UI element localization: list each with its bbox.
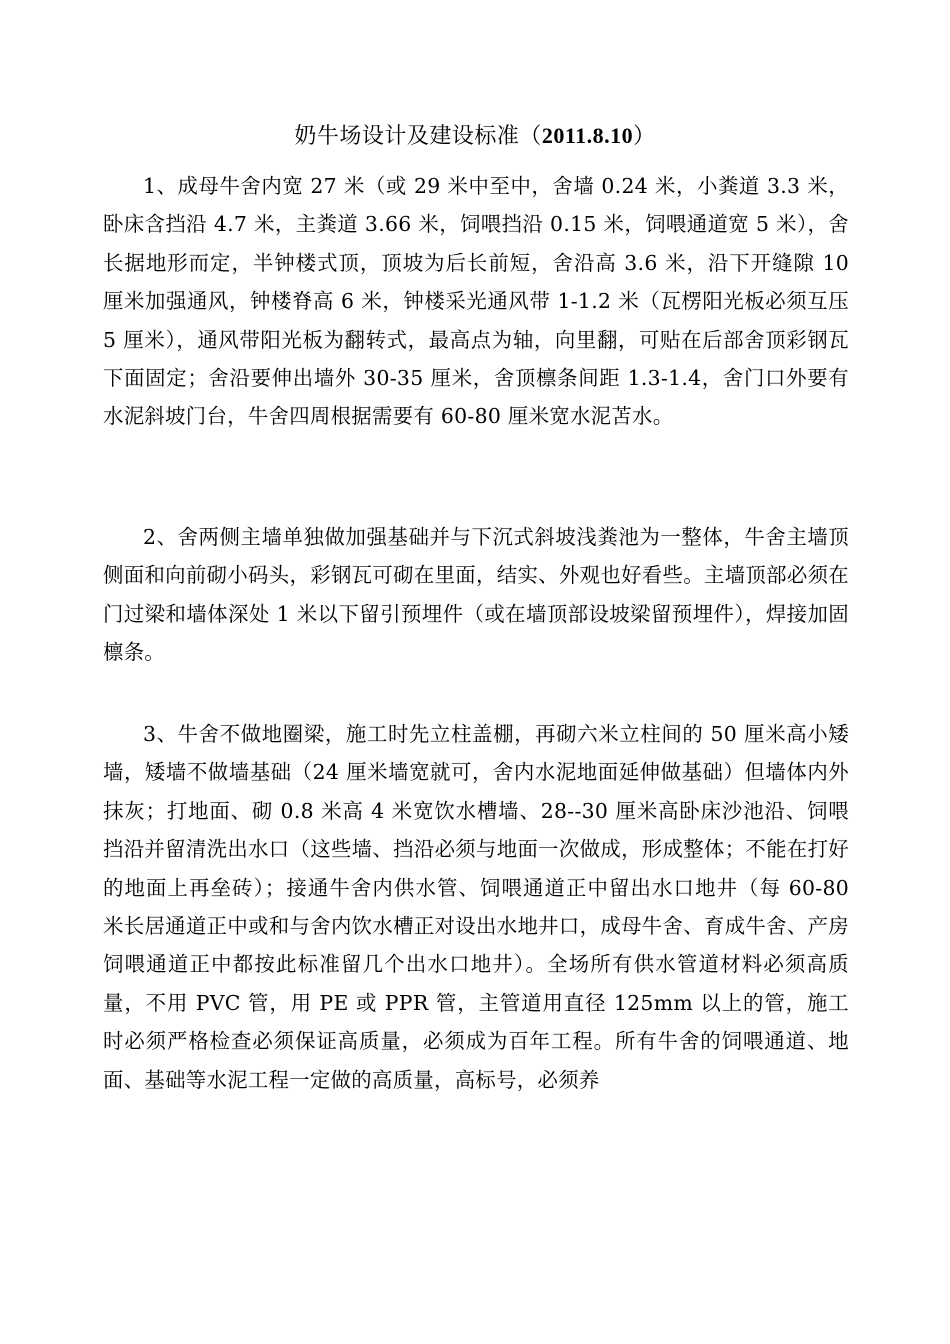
paragraph-1: 1、成母牛舍内宽 27 米（或 29 米中至中，舍墙 0.24 米，小粪道 3.3 米，卧床含挡沿 4.7 米，主粪道 3.66 米，饲喂挡沿 0.15 米，饲喂通道宽 5 米），舍长据地形而定，半钟楼式顶，顶坡为后长前短，舍沿高 3.6 米，沿下开缝隙 10 厘米加强通风，钟楼脊高 6 米，钟楼采光通风带 1-1.2 米（瓦楞阳光板必须互压 5 厘米），通风带阳光板为翻转式，最高点为轴，向里翻，可贴在后部舍顶彩钢瓦下面固定；舍沿要伸出墙外 30-35 厘米，舍顶檩条间距 1.3-1.4，舍门口外要有水泥斜坡门台，牛舍四周根据需要有 60-80 厘米宽水泥苫水。 xyxy=(103,174,849,429)
title-text: 奶牛场设计及建设标准（ xyxy=(294,124,542,149)
title-date: 2011.8.10 xyxy=(541,123,634,148)
paragraph-2: 2、舍两侧主墙单独做加强基础并与下沉式斜坡浅粪池为一整体，牛舍主墙顶侧面和向前砌小码头，彩钢瓦可砌在里面，结实、外观也好看些。主墙顶部必须在门过梁和墙体深处 1 米以下留引预埋件（或在墙顶部设坡梁留预埋件），焊接加固檩条。 xyxy=(103,525,849,665)
title-close: ） xyxy=(633,124,656,149)
paragraph-3: 3、牛舍不做地圈梁，施工时先立柱盖棚，再砌六米立柱间的 50 厘米高小矮墙，矮墙不做墙基础（24 厘米墙宽就可，舍内水泥地面延伸做基础）但墙体内外抹灰；打地面、砌 0.8 米高 4 米宽饮水槽墙、28--30 厘米高卧床沙池沿、饲喂挡沿并留清洗出水口（这些墙、挡沿必须与地面一次做成，形成整体；不能在打好的地面上再垒砖）；接通牛舍内供水管、饲喂通道正中留出水口地井（每 60-80 米长居通道正中或和与舍内饮水槽正对设出水地井口，成母牛舍、育成牛舍、产房饲喂通道正中都按此标准留几个出水口地井）。全场所有供水管道材料必须高质量，不用 PVC 管，用 PE 或 PPR 管，主管道用直径 125mm 以上的管，施工时必须严格检查必须保证高质量，必须成为百年工程。所有牛舍的饲喂通道、地面、基础等水泥工程一定做的高质量，高标号，必须养 xyxy=(103,722,849,1092)
document-title xyxy=(100,114,850,159)
